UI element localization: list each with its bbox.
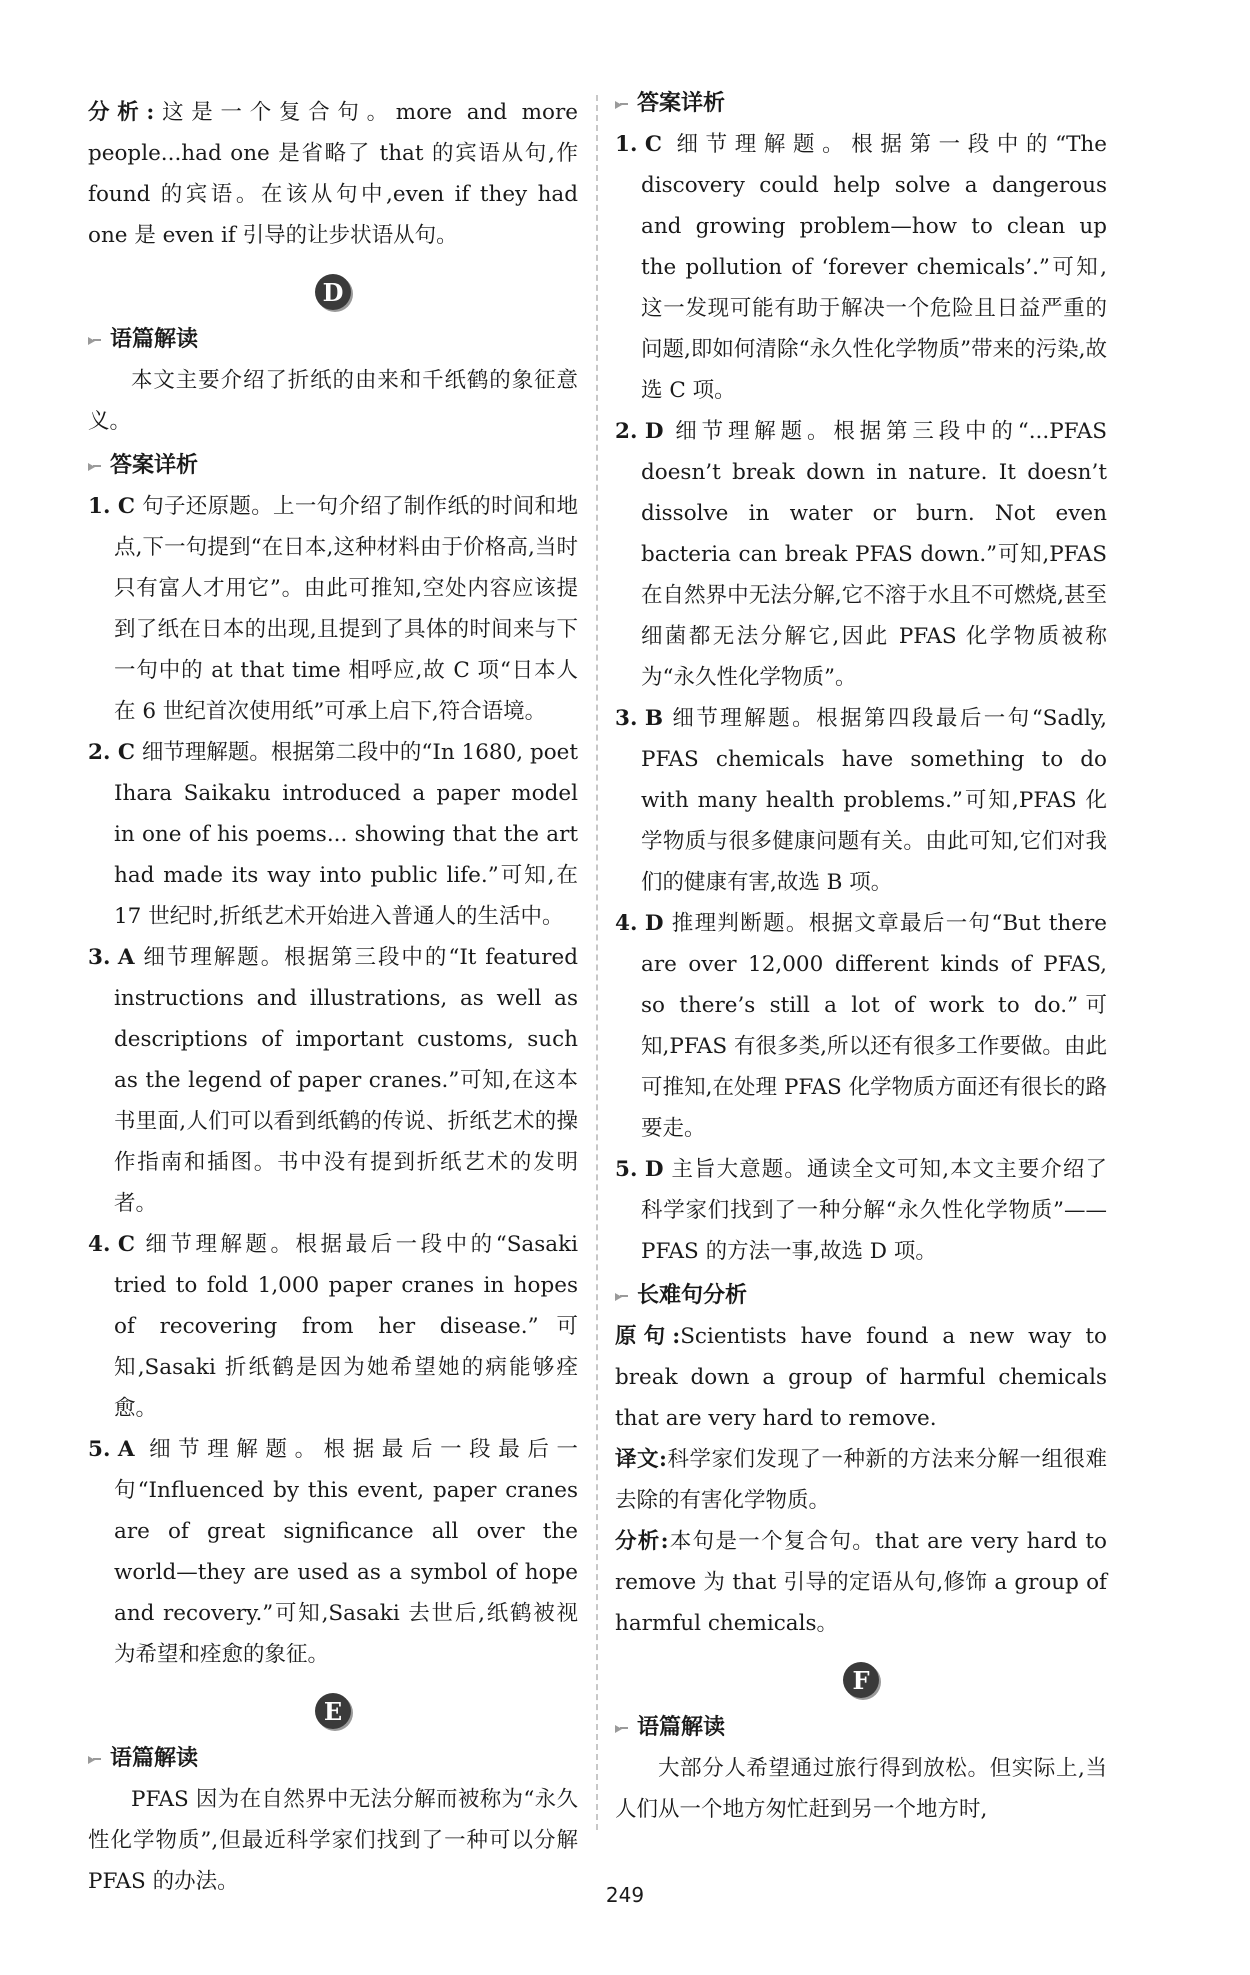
- analysis-label: 分析:: [615, 1529, 669, 1554]
- long-sentence-heading-text: 长难句分析: [637, 1283, 748, 1308]
- section-f-badge: [615, 1662, 1107, 1698]
- translation-text: 科学家们发现了一种新的方法来分解一组很难去除的有害化学物质。: [615, 1447, 1107, 1513]
- page-number: 249: [605, 1883, 645, 1907]
- answer-number: 3. A: [88, 945, 135, 970]
- section-f-letter: F: [843, 1662, 879, 1698]
- section-d-badge: [88, 274, 578, 310]
- translation: [615, 1439, 1107, 1521]
- e-reading-heading-text: 语篇解读: [110, 1746, 199, 1771]
- d-answer-5: [88, 1429, 578, 1675]
- answer-number: 1. C: [615, 132, 663, 157]
- e-reading-heading: [88, 1739, 578, 1779]
- left-column: [88, 92, 578, 1902]
- d-answer-2: [88, 732, 578, 937]
- answer-number: 5. A: [88, 1437, 135, 1462]
- e-answer-5: [615, 1149, 1107, 1272]
- e-answer-3: [615, 698, 1107, 903]
- answer-number: 4. C: [88, 1232, 136, 1257]
- arrow-icon: [88, 333, 102, 347]
- right-column: [615, 92, 1107, 1830]
- answer-text: 细节理解题。根据最后一段最后一句“Influenced by this event, paper cranes are of great significance all over the world—they are used as a symbol of hope and recovery.”可知,Sasaki 去世后,纸鹤被视为希望和痊愈的象征。: [114, 1437, 578, 1667]
- section-e-badge: [88, 1693, 578, 1729]
- answer-text: 细节理解题。根据第三段中的“It featured instructions and illustrations, as well as descriptions of important customs, such as the legend of paper cranes.”可知,在这本书里面,人们可以看到纸鹤的传说、折纸艺术的操作指南和插图。书中没有提到折纸艺术的发明者。: [114, 945, 578, 1216]
- d-answers-heading: [88, 446, 578, 486]
- sentence-analysis: [615, 1521, 1107, 1644]
- answer-text: 细节理解题。根据最后一段中的“Sasaki tried to fold 1,000 paper cranes in hopes of recovering from her disease.”可知,Sasaki 折纸鹤是因为她希望她的病能够痊愈。: [114, 1232, 578, 1421]
- arrow-icon: [615, 1721, 629, 1735]
- analysis-text: 本句是一个复合句。that are very hard to remove 为 that 引导的定语从句,修饰 a group of harmful chemicals。: [615, 1529, 1107, 1636]
- original-sentence: [615, 1316, 1107, 1439]
- e-answer-2: [615, 411, 1107, 698]
- long-sentence-heading: [615, 1276, 1107, 1316]
- f-reading-heading: [615, 1708, 1107, 1748]
- d-reading-text: 本文主要介绍了折纸的由来和千纸鹤的象征意义。: [88, 368, 578, 434]
- e-answer-1: [615, 124, 1107, 411]
- d-answer-3: [88, 937, 578, 1224]
- answer-text: 细节理解题。根据第三段中的“...PFAS doesn’t break down in nature. It doesn’t dissolve in water or burn. Not even bacteria can break PFAS down.”可知,PFAS 在自然界中无法分解,它不溶于水且不可燃烧,甚至细菌都无法分解它,因此 PFAS 化学物质被称为“永久性化学物质”。: [641, 419, 1107, 690]
- arrow-icon: [615, 97, 629, 111]
- intro-label: 分析:: [88, 100, 155, 125]
- answer-text: 句子还原题。上一句介绍了制作纸的时间和地点,下一句提到“在日本,这种材料由于价格高,当时只有富人才用它”。由此可推知,空处内容应该提到了纸在日本的出现,且提到了具体的时间来与下一句中的 at that time 相呼应,故 C 项“日本人在 6 世纪首次使用纸”可承上启下,符合语境。: [114, 494, 578, 724]
- e-reading-text: PFAS 因为在自然界中无法分解而被称为“永久性化学物质”,但最近科学家们找到了一种可以分解 PFAS 的办法。: [88, 1787, 578, 1894]
- d-answers-heading-text: 答案详析: [110, 453, 199, 478]
- arrow-icon: [88, 459, 102, 473]
- d-reading-heading-text: 语篇解读: [110, 327, 199, 352]
- d-reading-heading: [88, 320, 578, 360]
- answer-number: 2. C: [88, 740, 136, 765]
- answer-text: 细节理解题。根据第四段最后一句“Sadly, PFAS chemicals have something to do with many health problems.”可知,PFAS 化学物质与很多健康问题有关。由此可知,它们对我们的健康有害,故选 B 项。: [641, 706, 1107, 895]
- intro-text: 这是一个复合句。more and more people...had one 是省略了 that 的宾语从句,作 found 的宾语。在该从句中,even if they had one 是 even if 引导的让步状语从句。: [88, 100, 579, 248]
- e-answers-heading: [615, 84, 1107, 124]
- f-reading-text: 大部分人希望通过旅行得到放松。但实际上,当人们从一个地方匆忙赶到另一个地方时,: [615, 1756, 1107, 1822]
- answer-text: 细节理解题。根据第二段中的“In 1680, poet Ihara Saikaku introduced a paper model in one of his poems... showing that the art had made its way into public life.”可知,在 17 世纪时,折纸艺术开始进入普通人的生活中。: [114, 740, 579, 929]
- answer-number: 2. D: [615, 419, 664, 444]
- e-answers-heading-text: 答案详析: [637, 91, 726, 116]
- original-text: Scientists have found a new way to break down a group of harmful chemicals that are very hard to remove.: [615, 1324, 1107, 1431]
- arrow-icon: [615, 1289, 629, 1303]
- e-answer-4: [615, 903, 1107, 1149]
- answer-number: 1. C: [88, 494, 136, 519]
- d-answer-4: [88, 1224, 578, 1429]
- translation-label: 译文:: [615, 1447, 667, 1472]
- column-divider: [596, 95, 598, 1830]
- intro-analysis: [88, 92, 578, 256]
- answer-number: 5. D: [615, 1157, 664, 1182]
- answer-text: 细节理解题。根据第一段中的“The discovery could help solve a dangerous and growing problem—how to clean up the pollution of ‘forever chemicals’.”可知,这一发现可能有助于解决一个危险且日益严重的问题,即如何清除“永久性化学物质”带来的污染,故选 C 项。: [641, 132, 1108, 403]
- f-reading-heading-text: 语篇解读: [637, 1715, 726, 1740]
- section-d-letter: D: [315, 274, 351, 310]
- section-e-letter: E: [315, 1693, 351, 1729]
- answer-number: 3. B: [615, 706, 664, 731]
- answer-text: 推理判断题。根据文章最后一句“But there are over 12,000 different kinds of PFAS, so there’s still a lot of work to do.”可知,PFAS 有很多类,所以还有很多工作要做。由此可推知,在处理 PFAS 化学物质方面还有很长的路要走。: [641, 911, 1107, 1141]
- d-answer-1: [88, 486, 578, 732]
- arrow-icon: [88, 1752, 102, 1766]
- answer-text: 主旨大意题。通读全文可知,本文主要介绍了科学家们找到了一种分解“永久性化学物质”——PFAS 的方法一事,故选 D 项。: [641, 1157, 1107, 1264]
- original-label: 原句:: [615, 1324, 681, 1349]
- answer-number: 4. D: [615, 911, 664, 936]
